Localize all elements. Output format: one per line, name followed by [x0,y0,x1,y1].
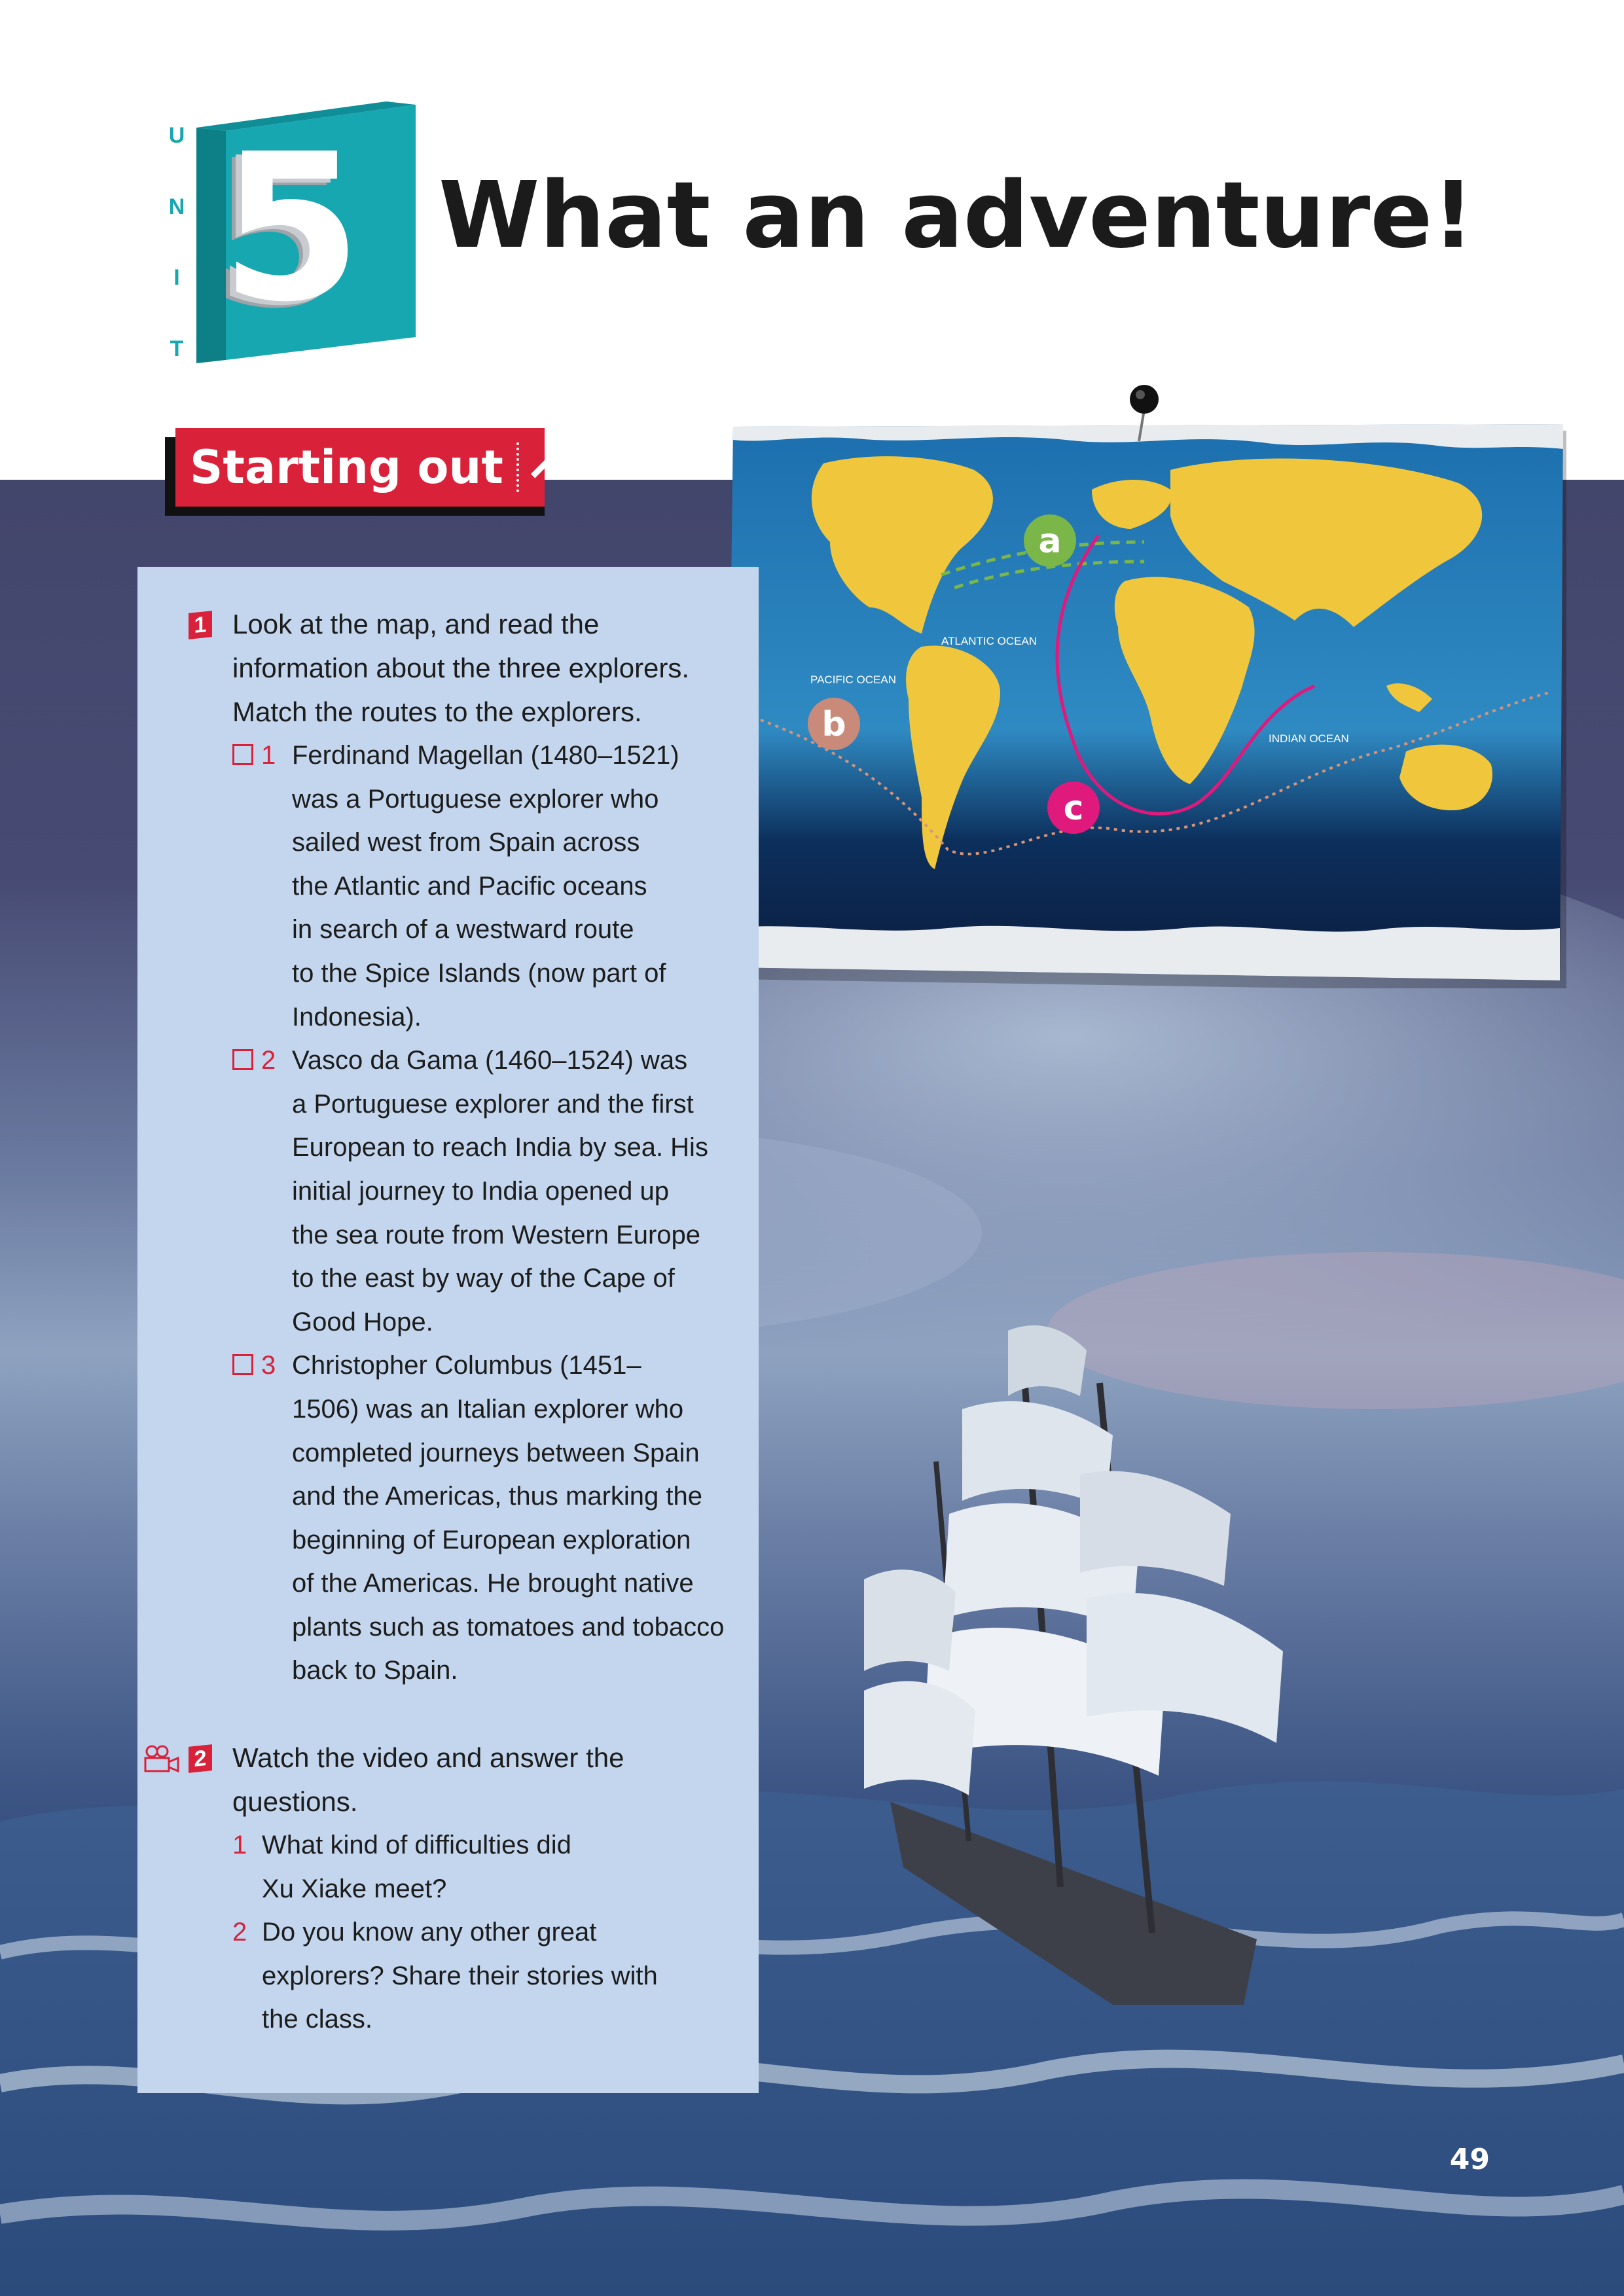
item-line: in search of a westward route [292,915,634,944]
item-line: a Portuguese explorer and the first [292,1089,694,1119]
unit-number: 5 [221,111,362,347]
question-item [183,1910,759,2041]
route-marker-a [1024,514,1076,567]
svg-text:c: c [1063,789,1084,828]
exercise-1-instruction [183,602,759,734]
instruction-line: Look at the map, and read the [232,609,600,639]
item-line: to the east by way of the Cape of [292,1264,675,1293]
unit-letter: U [168,123,185,148]
item-number: 3 [261,1351,276,1380]
item-line: and the Americas, thus marking the [292,1482,702,1511]
instruction-line: Watch the video and answer the [232,1742,624,1774]
item-line: Christopher Columbus (1451– [292,1351,641,1380]
explorer-item [183,1039,759,1344]
question-number: 1 [232,1831,247,1860]
answer-checkbox[interactable] [232,744,253,765]
section-label [165,437,545,516]
svg-text:b: b [821,705,846,744]
diamond-icon [531,456,552,478]
item-line: Good Hope. [292,1307,433,1336]
item-line: the sea route from Western Europe [292,1220,701,1249]
item-line: Ferdinand Magellan (1480–1521) [292,741,679,770]
section-label-banner [175,428,545,507]
atlantic-ocean-label: ATLANTIC OCEAN [941,635,1038,647]
answer-checkbox[interactable] [232,1354,253,1375]
section-label-divider [516,442,519,492]
item-line: Indonesia). [292,1002,422,1031]
world-map [725,411,1566,988]
pacific-ocean-label: PACIFIC OCEAN [810,673,896,686]
unit-title: What an adventure! [439,162,1475,269]
item-line: sailed west from Spain across [292,828,640,857]
item-line: of the Americas. He brought native [292,1569,694,1598]
instruction-line: Match the routes to the explorers. [232,696,642,727]
item-number: 2 [261,1046,276,1075]
question-line: Xu Xiake meet? [262,1874,447,1903]
exercise-content [183,602,759,2041]
question-line: the class. [262,2005,372,2034]
item-line: was a Portuguese explorer who [292,784,659,814]
unit-vertical-label [164,124,190,360]
item-line: initial journey to India opened up [292,1176,669,1206]
exercise-number-badge: 2 [189,1744,212,1773]
unit-letter: I [173,265,180,291]
item-line: 1506) was an Italian explorer who [292,1394,684,1424]
page-number: 49 [1449,2143,1490,2176]
question-line: explorers? Share their stories with [262,1961,658,1990]
route-marker-c [1047,781,1100,834]
item-line: European to reach India by sea. His [292,1133,708,1162]
route-marker-b [808,698,860,750]
video-camera-icon [143,1745,179,1772]
question-line: Do you know any other great [262,1918,597,1947]
exercise-2-instruction [183,1736,759,1823]
pushpin-icon [1126,384,1159,442]
instruction-line: information about the three explorers. [232,653,690,683]
item-line: Vasco da Gama (1460–1524) was [292,1046,688,1075]
item-line: completed journeys between Spain [292,1438,700,1467]
unit-letter: N [168,194,185,219]
explorer-item [183,1344,759,1693]
explorer-item [183,734,759,1039]
instruction-line: questions. [232,1786,358,1818]
question-item [183,1823,759,1910]
question-line: What kind of difficulties did [262,1831,571,1860]
item-line: back to Spain. [292,1656,458,1685]
answer-checkbox[interactable] [232,1049,253,1070]
item-line: the Atlantic and Pacific oceans [292,871,647,901]
unit-letter: T [170,336,184,361]
item-number: 1 [261,741,276,770]
svg-text:a: a [1038,522,1062,561]
section-label-text: Starting out [190,440,503,494]
exercise-number-badge: 1 [189,611,212,639]
item-line: to the Spice Islands (now part of [292,958,666,988]
indian-ocean-label: INDIAN OCEAN [1269,732,1349,745]
spacer [183,1693,759,1736]
item-line: beginning of European exploration [292,1525,691,1554]
question-number: 2 [232,1918,247,1947]
item-line: plants such as tomatoes and tobacco [292,1612,725,1641]
